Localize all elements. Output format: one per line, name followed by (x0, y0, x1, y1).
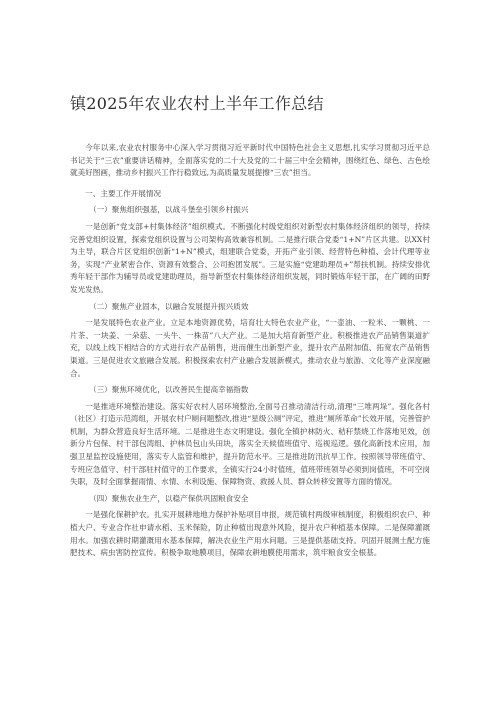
document-body (70, 142, 430, 560)
subsection-heading-organization: （一）聚焦组织强基，以战斗堡垒引领乡村振兴 (89, 205, 249, 215)
section-heading-main-work: 一、主要工作开展情况 (85, 188, 162, 198)
subsection-heading-industry: （二）聚焦产业固本，以融合发展提升振兴质效 (89, 301, 249, 311)
subsection-heading-agriculture: （四）聚焦农业生产，以稳产保供巩固粮食安全 (89, 493, 249, 503)
document-title: 镇2025年农业农村上半年工作总结 (70, 94, 324, 113)
paragraph-environment: 一是推进环境整治建设。落实好农村人居环境整治,全面号召推动清洁行动,清理“三堆两垛”。强化各村（社区）打造示范湾组，开展农村户厕问题整改,推进“星级公厕”评定，推进“厕所革命”长效开展，完善管护机制，为群众营造良好生活环境。二是推进生态文明建设。强化全镇护林防火、秸秆禁烧工作落地见效，创新分片包保、村干部包湾组、护林员包山头田块，落实全天候值班值守、巡视巡逻。强化高新技术应用，加强卫星监控设施使用，落实专人监管和维护，提升防范水平。三是推进防汛抗旱工作。按照领导带班值守、专班应急值守、村干部驻村值守的工作要求，全镇实行24小时值班，值班带班领导必须到岗值班，不可空岗失职，及时全面掌握雨情、水情、水利设施、保障物资、救援人员、群众转移安置等方面的情况。 (70, 401, 430, 487)
paragraph-organization: 一是创新“党支部+村集体经济”组织模式。不断强化村级党组织对新型农村集体经济组织的领导，持续完善党组织设置，探索党组织设置与公司架构高效兼容机制。二是推行联合党委“1+N”片区共建。以XX村为主导，联合片区党组织创新“1+N”模式，组建联合党委，开拓产业引领、经营特色种植、会计代理等业务，实现“产业紧密合作、资源有效整合、公司抱团发展”。三是实施“党建助理员+”帮扶机制。持续安排优秀年轻干部作为辅导员或党建助理员，指导新型农村集体经济组织发展，同时锻炼年轻干部，在广阔的田野发光发热。 (70, 221, 430, 294)
intro-paragraph: 今年以来,农业农村服务中心深入学习贯彻习近平新时代中国特色社会主义思想,扎实学习贯彻习近平总书记关于“三农”重要讲话精神，全面落实党的二十大及党的二十届三中全会精神，围绕红色、绿色、古色绘就美好图画，推动乡村振兴工作行稳致远,为高质量发展提擦“三农”担当。 (70, 143, 430, 178)
paragraph-industry: 一是发展特色农业产业。立足本地资源优势，培育壮大特色农业产业，“一壶油、一粒米、一颗桃、一片茶、一块姜、一朵菇、一头牛、一株苗”八大产业。二是加大培育新型产业。积极推进农产品销售渠道扩充，以线上线下相结合的方式进行农产品销售，进而催生出新型产业，提升农产品附加值、拓宽农产品销售渠道。三是促进农文旅融合发展。积极探索农村产业融合发展新模式，推动农业与旅游、文化等产业深度融合。 (70, 318, 430, 378)
paragraph-agriculture: 一是强化保耕护农。扎实开展耕地地力保护补贴项目申报，规范镇村两级审核制度，积极组织农户、种植大户、专业合作社申请水稻、玉米保险，防止种植出现意外风险，提升农户种植基本保障。二是保障灌溉用水。加强农耕时期灌溉用水基本保障，解决农业生产用水问题。三是提供基础支持。巩固开展测土配方施肥技术、病虫害防控宣传。积极争取地膜项目，保障农耕地膜使用需求，筑牢粮食安全根基。 (70, 510, 430, 558)
subsection-heading-environment: （三）聚焦环境优化，以改善民生提高幸福指数 (89, 385, 249, 395)
